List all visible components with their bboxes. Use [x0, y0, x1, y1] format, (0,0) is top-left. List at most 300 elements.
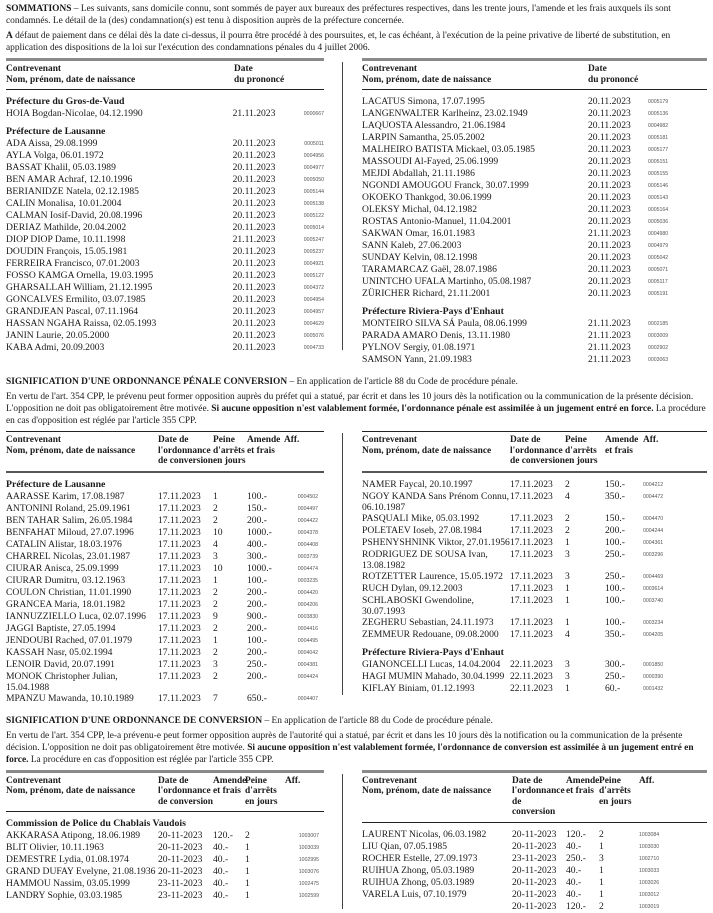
conversion-right-table: [362, 770, 707, 913]
cell-aff: 0003830: [297, 613, 318, 620]
cell-name: JENDOUBI Rached, 07.01.1979: [6, 634, 133, 646]
table-row: [362, 318, 707, 330]
cell-peine: 10: [213, 562, 223, 574]
cell-aff: 0004957: [303, 309, 324, 315]
prefecture-heading: Commission de Police du Chablais Vaudois: [6, 818, 186, 830]
table-row: [362, 276, 707, 288]
cell-date: 23-11-2023: [158, 878, 203, 890]
cell-aff: 0001432: [643, 685, 664, 692]
table-row: [362, 479, 707, 491]
cell-amende: 150.-: [605, 478, 625, 490]
cell-date: 20.11.2023: [232, 294, 276, 305]
cell-name: ANTONINI Roland, 25.09.1961: [6, 502, 131, 514]
cell-date: 17.11.2023: [158, 622, 201, 634]
cell-name: RUCH Dylan, 09.12.2003: [362, 582, 463, 594]
conversion-title: SIGNIFICATION D'UNE ORDONNANCE DE CONVERSION: [6, 715, 263, 726]
cell-date: 20.11.2023: [588, 252, 631, 263]
cell-aff: 0005191: [648, 291, 669, 297]
cell-date: 20.11.2023: [232, 198, 276, 209]
prefecture-heading: Préfecture Riviera-Pays d'Enhaut: [362, 646, 504, 658]
table-row: [6, 222, 324, 234]
cell-name: ROTZETTER Laurence, 15.05.1972: [362, 570, 503, 582]
table-row: [6, 138, 324, 150]
table-row: [6, 575, 324, 587]
cell-amende: 250.-: [247, 658, 267, 670]
cell-name: MONOK Christopher Julian, 15.04.1988: [6, 670, 118, 693]
table-row: [6, 866, 324, 878]
cell-date: 21.11.2023: [232, 234, 276, 245]
cell-name: FOSSO KAMGA Ornella, 19.03.1995: [6, 270, 154, 281]
penale-left-table: [6, 431, 324, 705]
cell-aff: 0005050: [303, 177, 324, 183]
cell-name: SUNDAY Kelvin, 08.12.1998: [362, 252, 478, 263]
cell-peine: 1: [213, 490, 218, 502]
penale-title-line: SIGNIFICATION D'UNE ORDONNANCE PÉNALE CONVERSION – En application de l'article 88 du Code de procédure pénale.: [6, 377, 518, 387]
table-row: [6, 878, 324, 890]
cell-name: HASSAN NGAHA Raissa, 02.05.1993: [6, 318, 157, 329]
cell-aff: 0003739: [297, 553, 318, 560]
cell-name: LARPIN Samantha, 25.05.2002: [362, 132, 485, 143]
cell-date: 22.11.2023: [510, 670, 553, 682]
cell-aff: 0004212: [643, 481, 664, 488]
cell-name: ROSTAS Antonio-Manuel, 11.04.2001: [362, 216, 512, 227]
table-row: [6, 587, 324, 599]
cell-name: CALMAN Iosif-David, 20.08.1996: [6, 210, 143, 221]
cell-amende: 100.-: [605, 536, 625, 548]
cell-name: OKOEKO Thankgod, 30.06.1999: [362, 192, 492, 203]
cell-date: 20.11.2023: [232, 138, 276, 149]
table-body: [362, 473, 707, 695]
cell-date: 20-11-2023: [512, 864, 557, 876]
cell-date: 20.11.2023: [588, 288, 631, 299]
table-row: [362, 354, 707, 366]
cell-peine: 10: [213, 526, 223, 538]
cell-date: 17.11.2023: [158, 670, 201, 682]
table-row: [6, 150, 324, 162]
cell-name: BEN TAHAR Salim, 26.05.1984: [6, 514, 133, 526]
cell-peine: 1: [565, 682, 570, 694]
cell-aff: 1003039: [298, 845, 319, 852]
cell-peine: 1: [565, 536, 570, 548]
cell-aff: 1003019: [639, 903, 660, 910]
cell-aff: 0004205: [643, 631, 664, 638]
cell-date: 20-11-2023: [512, 876, 557, 888]
cell-aff: 1003012: [639, 891, 660, 898]
cell-aff: 0005247: [303, 237, 324, 243]
table-header: Contrevenant Nom, prénom, date de naissance Date du prononcé: [6, 61, 324, 90]
table-row: [362, 595, 707, 617]
cell-aff: 0005177: [648, 147, 669, 153]
cell-aff: 0004420: [297, 589, 318, 596]
cell-aff: 0001850: [643, 661, 664, 668]
cell-aff: 0005076: [303, 333, 324, 339]
cell-amende: 250.-: [605, 670, 625, 682]
table-row: [362, 841, 707, 853]
cell-amende: 40.-: [213, 842, 229, 854]
table-row: [362, 683, 707, 695]
prefecture-heading: Préfecture du Gros-de-Vaud: [6, 96, 125, 107]
cell-aff: 0004954: [303, 297, 324, 303]
cell-name: CIURAR Anisca, 25.09.1999: [6, 562, 119, 574]
cell-date: 17.11.2023: [158, 574, 201, 586]
cell-date: 17.11.2023: [510, 570, 553, 582]
table-header: Contrevenant Nom, prénom, date de naissance Date de l'ordonnance de conversion Amende et frais Peine d'arrêts en jours Aff.: [362, 773, 707, 823]
table-row: [6, 162, 324, 174]
cell-aff: 0005042: [648, 255, 669, 261]
penale-title: SIGNIFICATION D'UNE ORDONNANCE PÉNALE CONVERSION: [6, 377, 288, 387]
cell-date: 17.11.2023: [158, 634, 201, 646]
table-body: [6, 479, 324, 705]
cell-aff: 0004495: [297, 637, 318, 644]
cell-name: BLIT Olivier, 10.11.1963: [6, 842, 104, 854]
table-row: [6, 258, 324, 270]
cell-date: 17.11.2023: [510, 594, 553, 606]
cell-date: 20-11-2023: [512, 840, 557, 852]
cell-aff: 0005071: [648, 267, 669, 273]
cell-aff: 0004244: [643, 527, 664, 534]
table-row: [6, 623, 324, 635]
cell-name: DOUDIN François, 15.05.1981: [6, 246, 128, 257]
cell-amende: 200.-: [605, 524, 625, 536]
column-divider: [342, 433, 343, 695]
cell-aff: 1003026: [639, 879, 660, 886]
cell-name: HAMMOU Nassim, 03.05.1999: [6, 878, 130, 890]
cell-aff: 0005127: [303, 273, 324, 279]
table-row: [6, 563, 324, 575]
cell-aff: 0005122: [303, 213, 324, 219]
cell-aff: 0003234: [643, 619, 664, 626]
cell-aff: 0005136: [648, 111, 669, 117]
cell-peine: 3: [565, 658, 570, 670]
table-body: [6, 818, 324, 902]
cell-date: 17.11.2023: [158, 514, 201, 526]
cell-peine: 2: [213, 622, 218, 634]
cell-name: LENOIR David, 20.07.1991: [6, 658, 115, 670]
cell-aff: 0004733: [303, 345, 324, 351]
cell-name: DERIAZ Mathilde, 20.04.2002: [6, 222, 127, 233]
cell-aff: 1002475: [298, 881, 319, 888]
table-row: [6, 890, 324, 902]
table-row: [362, 96, 707, 108]
cell-name: MONTEIRO SILVA SÁ Paula, 08.06.1999: [362, 318, 527, 329]
cell-date: 20.11.2023: [588, 156, 631, 167]
table-row: [6, 854, 324, 866]
cell-date: 17.11.2023: [158, 610, 201, 622]
cell-amende: 60.-: [605, 682, 621, 694]
cell-amende: 350.-: [605, 490, 625, 502]
table-row: [362, 865, 707, 877]
cell-amende: 40.-: [213, 854, 229, 866]
cell-amende: 100.-: [605, 594, 625, 606]
cell-name: NGONDI AMOUGOU Franck, 30.07.1999: [362, 180, 529, 191]
cell-amende: 100.-: [247, 634, 267, 646]
cell-date: 20.11.2023: [232, 306, 276, 317]
cell-aff: 0005144: [303, 189, 324, 195]
section-sommations: [6, 3, 707, 366]
table-row: [6, 306, 324, 318]
cell-peine: 1: [245, 842, 250, 854]
cell-amende: 120.-: [566, 828, 586, 840]
table-row: [6, 294, 324, 306]
cell-name: BENFAHAT Miloud, 27.07.1996: [6, 526, 134, 538]
cell-date: 20.11.2023: [588, 276, 631, 287]
cell-date: 17.11.2023: [510, 490, 553, 502]
cell-date: 21.11.2023: [588, 342, 631, 353]
cell-name: CIURAR Dumitru, 03.12.1963: [6, 574, 126, 586]
cell-aff: 0003740: [643, 597, 664, 604]
cell-peine: 3: [565, 670, 570, 682]
cell-date: 20.11.2023: [232, 174, 276, 185]
cell-aff: 1002995: [298, 857, 319, 864]
cell-name: CATALIN Alistar, 18.03.1976: [6, 538, 122, 550]
table-row: [6, 635, 324, 647]
cell-date: 20.11.2023: [232, 210, 276, 221]
cell-name: CHARREL Nicolas, 23.01.1987: [6, 550, 131, 562]
cell-date: 17.11.2023: [158, 526, 201, 538]
cell-name: KABA Admi, 20.09.2003: [6, 342, 105, 353]
table-row: [6, 551, 324, 563]
cell-aff: 1003084: [639, 831, 660, 838]
table-row: [362, 537, 707, 549]
cell-name: HOIA Bogdan-Nicolae, 04.12.1990: [6, 108, 143, 119]
cell-peine: 2: [565, 478, 570, 490]
cell-aff: 0004416: [297, 625, 318, 632]
cell-aff: 0004980: [648, 231, 669, 237]
cell-name: NAMER Faycal, 20.10.1997: [362, 478, 473, 490]
cell-name: KASSAH Nasr, 05.02.1994: [6, 646, 113, 658]
cell-date: 20.11.2023: [232, 246, 276, 257]
cell-date: 20.11.2023: [232, 162, 276, 173]
table-body: [362, 90, 707, 366]
cell-date: 20.11.2023: [232, 270, 276, 281]
cell-aff: 0005155: [648, 171, 669, 177]
table-row: [6, 318, 324, 330]
cell-date: 20.11.2023: [588, 264, 631, 275]
cell-aff: 0000667: [303, 111, 324, 117]
table-row: [362, 156, 707, 168]
cell-name: VARELA Luis, 07.10.1979: [362, 888, 467, 900]
cell-peine: 1: [565, 594, 570, 606]
table-row: [362, 901, 707, 913]
cell-aff: 0004629: [303, 321, 324, 327]
table-row: [6, 671, 324, 693]
sommations-right-table: [362, 58, 707, 366]
cell-peine: 3: [565, 548, 570, 560]
cell-date: 22.11.2023: [510, 658, 553, 670]
cell-amende: 200.-: [247, 598, 267, 610]
cell-date: 23-11-2023: [512, 852, 557, 864]
cell-date: 23-11-2023: [158, 890, 203, 902]
cell-name: NGOY KANDA Sans Prénom Connu, 06.10.1987: [362, 490, 510, 513]
cell-date: 20.11.2023: [232, 318, 276, 329]
cell-aff: 0005181: [648, 135, 669, 141]
table-header: Contrevenant Nom, prénom, date de naissance Date du prononcé: [362, 61, 707, 90]
cell-amende: 40.-: [213, 866, 229, 878]
sommations-title: SOMMATIONS: [6, 4, 72, 14]
table-row: [6, 842, 324, 854]
penale-para: En vertu de l'art. 354 CPP, le prévenu peut former opposition auprès du préfet qui a statué, par écrit et dans les 10 jours dès la notification ou la communication de la présente décision. L'opposition ne doit pas obligatoirement être motivée. Si aucune opposition n'est valablement formée, l'ordonnance pénale est assimilée à un jugement entré en force. La procédure en cas d'opposition est réglée par l'article 355 CPP.: [6, 392, 706, 426]
cell-name: DEMESTRE Lydia, 01.08.1974: [6, 854, 129, 866]
cell-name: MALHEIRO BATISTA Mickael, 03.05.1985: [362, 144, 535, 155]
cell-aff: 1003033: [639, 867, 660, 874]
cell-name: RUIHUA Zhong, 05.03.1989: [362, 876, 475, 888]
cell-aff: 0004956: [303, 153, 324, 159]
cell-amende: 200.-: [247, 646, 267, 658]
cell-aff: 0005179: [648, 99, 669, 105]
cell-date: 20.11.2023: [588, 216, 631, 227]
table-row: [6, 503, 324, 515]
cell-name: UNINTCHO UFALA Martinho, 05.08.1987: [362, 276, 532, 287]
cell-date: 20.11.2023: [232, 186, 276, 197]
cell-peine: 2: [599, 828, 604, 840]
cell-amende: 200.-: [247, 514, 267, 526]
cell-date: 20.11.2023: [232, 222, 276, 233]
cell-aff: 0004979: [648, 243, 669, 249]
table-body: [362, 823, 707, 913]
cell-name: PYLNOV Sergiy, 01.08.1971: [362, 342, 476, 353]
cell-peine: 2: [213, 586, 218, 598]
cell-peine: 1: [213, 574, 218, 586]
cell-date: 20.11.2023: [588, 108, 631, 119]
cell-name: PASQUALI Mike, 05.03.1992: [362, 512, 480, 524]
cell-aff: 0003009: [648, 333, 669, 339]
table-row: [6, 830, 324, 842]
table-row: [362, 571, 707, 583]
table-row: [6, 342, 324, 354]
cell-name: AARASSE Karim, 17.08.1987: [6, 490, 125, 502]
cell-date: 17.11.2023: [158, 598, 201, 610]
cell-name: BEN AMAR Achraf, 12.10.1996: [6, 174, 133, 185]
cell-date: 20-11-2023: [512, 900, 557, 912]
cell-aff: 1002710: [639, 855, 660, 862]
table-row: [362, 228, 707, 240]
cell-amende: 200.-: [247, 586, 267, 598]
cell-amende: 120.-: [213, 830, 233, 842]
cell-name: GRAND DUFAY Evelyne, 21.08.1936: [6, 866, 156, 878]
cell-name: SAMSON Yann, 21.09.1983: [362, 354, 472, 365]
cell-aff: 0005237: [303, 249, 324, 255]
cell-amende: 400.-: [247, 538, 267, 550]
cell-name: DIOP DIOP Dame, 10.11.1998: [6, 234, 126, 245]
cell-aff: 0004921: [303, 261, 324, 267]
table-row: [362, 192, 707, 204]
cell-amende: 40.-: [566, 864, 582, 876]
cell-aff: 0004378: [297, 529, 318, 536]
table-row: [6, 210, 324, 222]
cell-amende: 1000.-: [247, 562, 272, 574]
section-ordonnance-penale: [6, 376, 707, 705]
table-row: [362, 629, 707, 641]
cell-peine: 1: [599, 888, 604, 900]
cell-peine: 1: [213, 634, 218, 646]
cell-aff: 0004381: [297, 661, 318, 668]
table-row: [362, 659, 707, 671]
cell-name: FERREIRA Francisco, 07.01.2003: [6, 258, 140, 269]
table-row: [362, 252, 707, 264]
table-row: [362, 204, 707, 216]
cell-aff: 0004422: [297, 517, 318, 524]
cell-date: 20.11.2023: [232, 342, 276, 353]
table-row: [362, 877, 707, 889]
cell-name: LANGENWALTER Karlheinz, 23.02.1949: [362, 108, 528, 119]
cell-date: 17.11.2023: [158, 538, 201, 550]
cell-amende: 300.-: [605, 658, 625, 670]
cell-aff: 0005151: [648, 159, 669, 165]
cell-name: OLEKSY Michal, 04.12.1982: [362, 204, 478, 215]
cell-name: ADA Aissa, 29.08.1999: [6, 138, 98, 149]
cell-amende: 120.-: [566, 900, 586, 912]
cell-peine: 3: [213, 658, 218, 670]
table-row: [6, 330, 324, 342]
cell-name: POLETAEV Ioseb, 27.08.1984: [362, 524, 482, 536]
cell-name: COULON Christian, 11.01.1990: [6, 586, 132, 598]
table-row: [6, 599, 324, 611]
cell-aff: 0004977: [303, 165, 324, 171]
table-header: Contrevenant Nom, prénom, date de naissance Date de l'ordonnance de conversion Peine d'arrêts en jours Amende et frais Aff.: [362, 432, 707, 473]
cell-amende: 200.-: [247, 622, 267, 634]
cell-amende: 100.-: [247, 490, 267, 502]
cell-aff: 0004408: [297, 541, 318, 548]
table-row: [6, 174, 324, 186]
penale-right-table: [362, 431, 707, 705]
cell-date: 21.11.2023: [588, 228, 631, 239]
cell-amende: 40.-: [566, 876, 582, 888]
table-row: [362, 342, 707, 354]
cell-date: 17.11.2023: [510, 548, 553, 560]
cell-aff: 0004474: [297, 565, 318, 572]
cell-amende: 1000.-: [247, 526, 272, 538]
cell-name: HAGI MUMIN Mahado, 30.04.1999: [362, 670, 505, 682]
section-ordonnance-conversion: [6, 715, 707, 913]
conversion-left-table: [6, 770, 324, 913]
table-row: [362, 617, 707, 629]
table-row: [362, 889, 707, 901]
cell-date: 20.11.2023: [588, 168, 631, 179]
cell-name: SANN Kaleb, 27.06.2003: [362, 240, 462, 251]
table-row: [362, 288, 707, 300]
cell-name: PSHENYSHNINK Viktor, 27.01.1956: [362, 536, 510, 548]
cell-amende: 350.-: [605, 628, 625, 640]
conversion-title-line: SIGNIFICATION D'UNE ORDONNANCE DE CONVERSION – En application de l'article 88 du Code de procédure pénale.: [6, 715, 493, 726]
cell-name: BERIANIDZE Natela, 02.12.1985: [6, 186, 139, 197]
cell-date: 17.11.2023: [510, 616, 553, 628]
cell-peine: 1: [245, 878, 250, 890]
cell-date: 20-11-2023: [512, 828, 557, 840]
table-row: [362, 853, 707, 865]
table-row: [362, 264, 707, 276]
cell-amende: 900.-: [247, 610, 267, 622]
conversion-para: En vertu de l'art. 354 CPP, le-a prévenu-e peut former opposition auprès de l'autorité qui a statué, par écrit et dans les 10 jours dès la notification ou la communication de la présente décision. L'opposition ne doit pas obligatoirement être motivée. Si aucune opposition n'est valablement formée, l'ordonnance de conversion est assimilée à un jugement entré en force. La procédure en cas d'opposition est réglée par l'article 355 CPP.: [6, 730, 694, 765]
cell-aff: 0005143: [648, 195, 669, 201]
cell-aff: 0004042: [297, 649, 318, 656]
table-row: [6, 693, 324, 705]
cell-peine: 1: [245, 854, 250, 866]
cell-date: 17.11.2023: [158, 562, 201, 574]
table-row: [362, 330, 707, 342]
cell-amende: 650.-: [247, 692, 267, 704]
cell-date: 17.11.2023: [510, 478, 553, 490]
cell-name: CALIN Monalisa, 10.01.2004: [6, 198, 122, 209]
cell-peine: 1: [599, 876, 604, 888]
cell-peine: 2: [599, 900, 604, 912]
table-row: [6, 186, 324, 198]
cell-name: MPANZU Mawanda, 10.10.1989: [6, 692, 134, 704]
cell-amende: 100.-: [605, 582, 625, 594]
cell-date: 20.11.2023: [588, 96, 631, 107]
cell-peine: 2: [565, 524, 570, 536]
cell-aff: 0005164: [648, 207, 669, 213]
cell-date: 21.11.2023: [588, 330, 631, 341]
